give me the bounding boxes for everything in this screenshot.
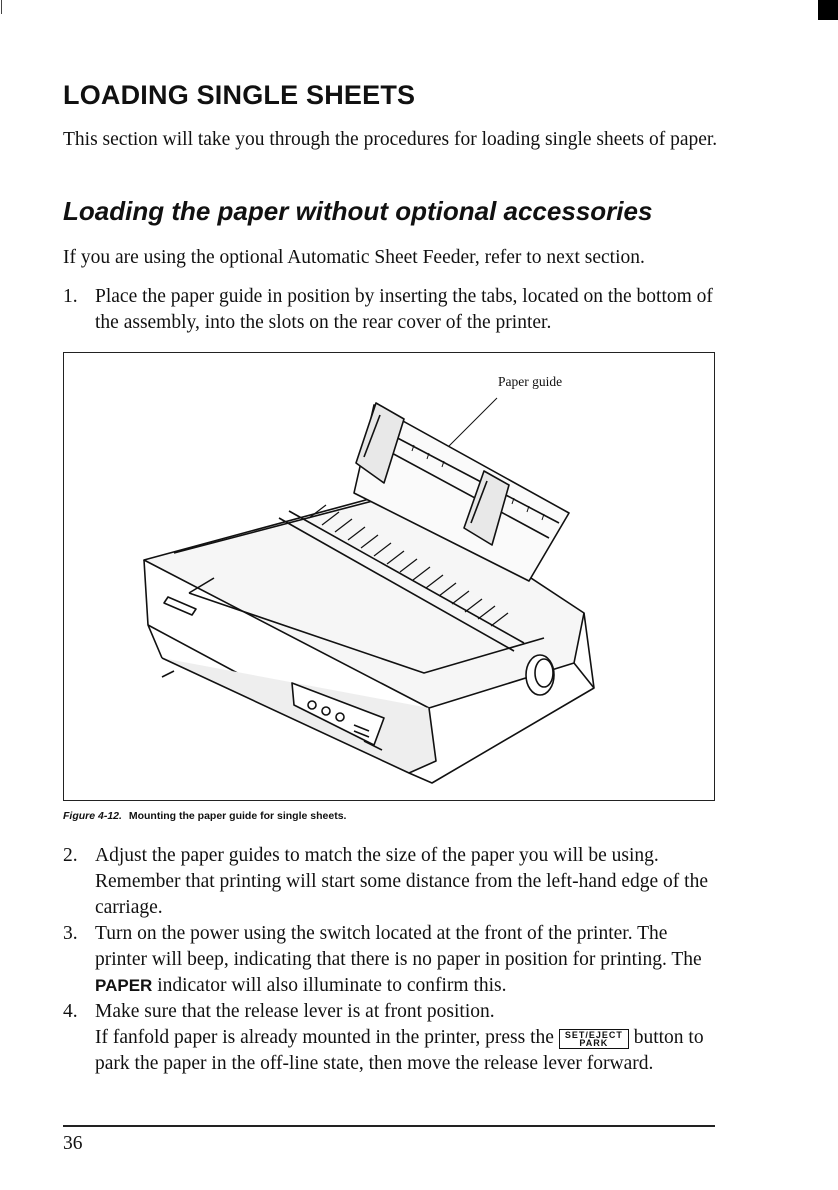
scan-edge-mark [1,0,2,14]
step-number: 2. [63,845,78,866]
section-heading: LOADING SINGLE SHEETS [63,80,416,110]
step-1 [63,284,723,336]
set-eject-park-key [559,1029,629,1049]
step-number: 4. [63,1001,78,1022]
figure-label: Figure 4-12. [63,810,122,822]
paper-guide-callout: Paper guide [498,374,563,389]
step-text: Adjust the paper guides to match the size of the paper you will be using. Remember that printing will start some distance from the left-hand edge of the carriage. [95,845,708,918]
step-text [95,999,723,1077]
page-corner-marker [818,0,838,20]
step-text-part: If fanfold paper is already mounted in the printer, press the [95,1027,554,1048]
figure-caption [63,810,346,822]
step-number: 1. [63,286,78,307]
step-text-part: indicator will also illuminate to confirm this. [157,975,507,996]
step-2 [63,843,723,921]
step-number: 3. [63,923,78,944]
step-text-part: Make sure that the release lever is at front position. [95,1001,495,1022]
step-text [95,921,723,999]
paper-indicator-label: PAPER [95,976,153,995]
step-text-part: Turn on the power using the switch located at the front of the printer. The printer will beep, indicating that there is no paper in position for printing. The [95,923,702,970]
figure-caption-text: Mounting the paper guide for single sheets. [128,810,347,822]
page-number: 36 [63,1133,83,1154]
printer-drawing [64,353,713,799]
step-text: Place the paper guide in position by inserting the tabs, located on the bottom of the assembly, into the slots on the rear cover of the printer. [95,286,713,333]
intro-paragraph: This section will take you through the procedures for loading single sheets of paper. [63,129,718,150]
step-3 [63,921,723,999]
step-text-part: button to park the paper in the off-line state, then move the release lever forward. [95,1027,704,1074]
footer-rule [63,1125,715,1127]
key-bottom-label: PARK [579,1037,609,1048]
step-4 [63,999,723,1077]
key-top-label: SET/EJECT [564,1029,623,1040]
figure-printer-illustration [63,352,715,801]
callout-leader-line [449,398,497,446]
subsection-heading: Loading the paper without optional accessories [63,196,653,226]
feeder-note: If you are using the optional Automatic Sheet Feeder, refer to next section. [63,247,645,268]
